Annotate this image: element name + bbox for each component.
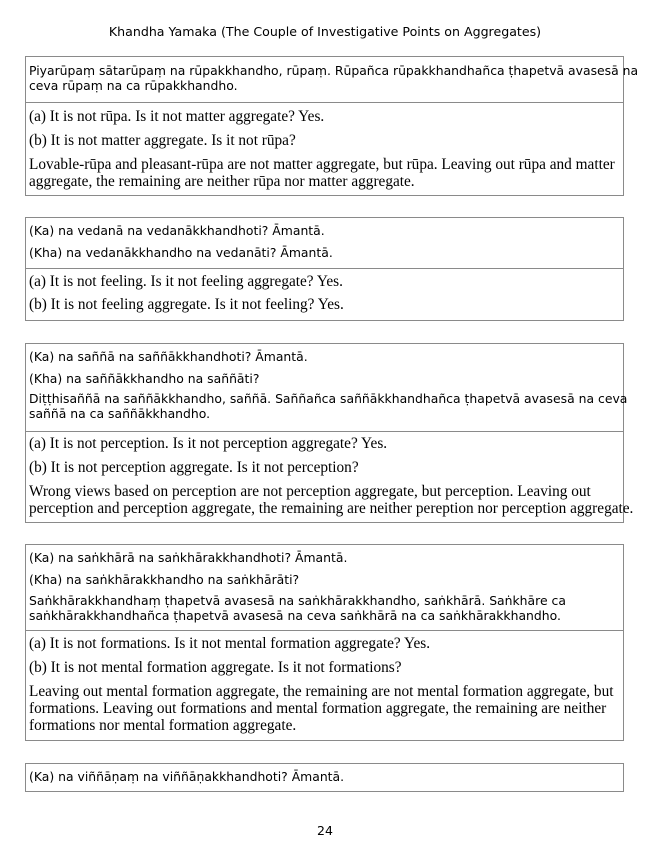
pali-line: (Kha) na saññākkhandho na saññāti? — [29, 371, 260, 386]
english-line: Lovable-rūpa and pleasant-rūpa are not matter aggregate, but rūpa. Leaving out rūpa and matter — [29, 156, 615, 173]
pali-line: (Ka) na saññā na saññākkhandhoti? Āmantā. — [29, 349, 308, 364]
pali-line: saṅkhārakkhandhañca ṭhapetvā avasesā na ceva saṅkhārā na ca saṅkhārakkhandho. — [29, 608, 561, 623]
english-line: (b) It is not matter aggregate. Is it not rūpa? — [29, 132, 296, 149]
english-section — [26, 630, 623, 740]
pali-line: (Ka) na saṅkhārā na saṅkhārakkhandhoti? Āmantā. — [29, 550, 348, 565]
english-line: (a) It is not feeling. Is it not feeling aggregate? Yes. — [29, 273, 343, 290]
verse-block-vedana — [25, 217, 624, 321]
pali-line: (Kha) na vedanākkhandho na vedanāti? Āmantā. — [29, 245, 333, 260]
pali-line: Piyarūpaṃ sātarūpaṃ na rūpakkhandho, rūpaṃ. Rūpañca rūpakkhandhañca ṭhapetvā avasesā na — [29, 63, 639, 78]
english-line: Wrong views based on perception are not perception aggregate, but perception. Leaving out — [29, 483, 591, 500]
english-line: formations. Leaving out formations and mental formation aggregate, the remaining are neither — [29, 700, 607, 717]
page-header: Khandha Yamaka (The Couple of Investigative Points on Aggregates) — [108, 24, 542, 39]
english-line: (b) It is not mental formation aggregate. Is it not formations? — [29, 659, 402, 676]
pali-line: Saṅkhārakkhandhaṃ ṭhapetvā avasesā na saṅkhārakkhandho, saṅkhārā. Saṅkhāre ca — [29, 593, 566, 608]
english-section — [26, 102, 623, 195]
pali-line: Diṭṭhisaññā na saññākkhandho, saññā. Saññañca saññākkhandhañca ṭhapetvā avasesā na ceva — [29, 391, 628, 406]
verse-block-rupa — [25, 56, 639, 196]
verse-block-vinnana — [25, 763, 624, 792]
pali-line: saññā na ca saññākkhandho. — [29, 406, 211, 421]
english-line: (b) It is not perception aggregate. Is it not perception? — [29, 459, 359, 476]
english-section — [26, 268, 623, 320]
english-section — [26, 431, 634, 522]
pali-line: (Kha) na saṅkhārakkhandho na saṅkhārāti? — [29, 572, 300, 587]
pali-section — [26, 218, 623, 268]
pali-line: (Ka) na viññāṇaṃ na viññāṇakkhandhoti? Āmantā. — [29, 769, 345, 784]
english-line: aggregate, the remaining are neither rūpa nor matter aggregate. — [29, 173, 415, 190]
english-line: formations nor mental formation aggregate. — [29, 717, 297, 734]
pali-section — [26, 57, 639, 102]
english-line: perception and perception aggregate, the remaining are neither pereption nor perception aggregate. — [29, 500, 634, 517]
pali-line: ceva rūpaṃ na ca rūpakkhandho. — [29, 78, 238, 93]
pali-line: (Ka) na vedanā na vedanākkhandhoti? Āmantā. — [29, 223, 325, 238]
english-line: (a) It is not formations. Is it not mental formation aggregate? Yes. — [29, 635, 431, 652]
english-line: (a) It is not rūpa. Is it not matter aggregate? Yes. — [29, 108, 325, 125]
pali-section — [26, 344, 628, 431]
page-number: 24 — [317, 823, 333, 838]
verse-block-sanna — [25, 343, 634, 523]
pali-section — [26, 545, 623, 630]
english-line: (a) It is not perception. Is it not perception aggregate? Yes. — [29, 435, 388, 452]
english-line: (b) It is not feeling aggregate. Is it not feeling? Yes. — [29, 296, 344, 313]
verse-block-sankhara — [25, 544, 624, 741]
pali-section — [26, 764, 623, 791]
english-line: Leaving out mental formation aggregate, the remaining are not mental formation aggregate, but — [29, 683, 614, 700]
